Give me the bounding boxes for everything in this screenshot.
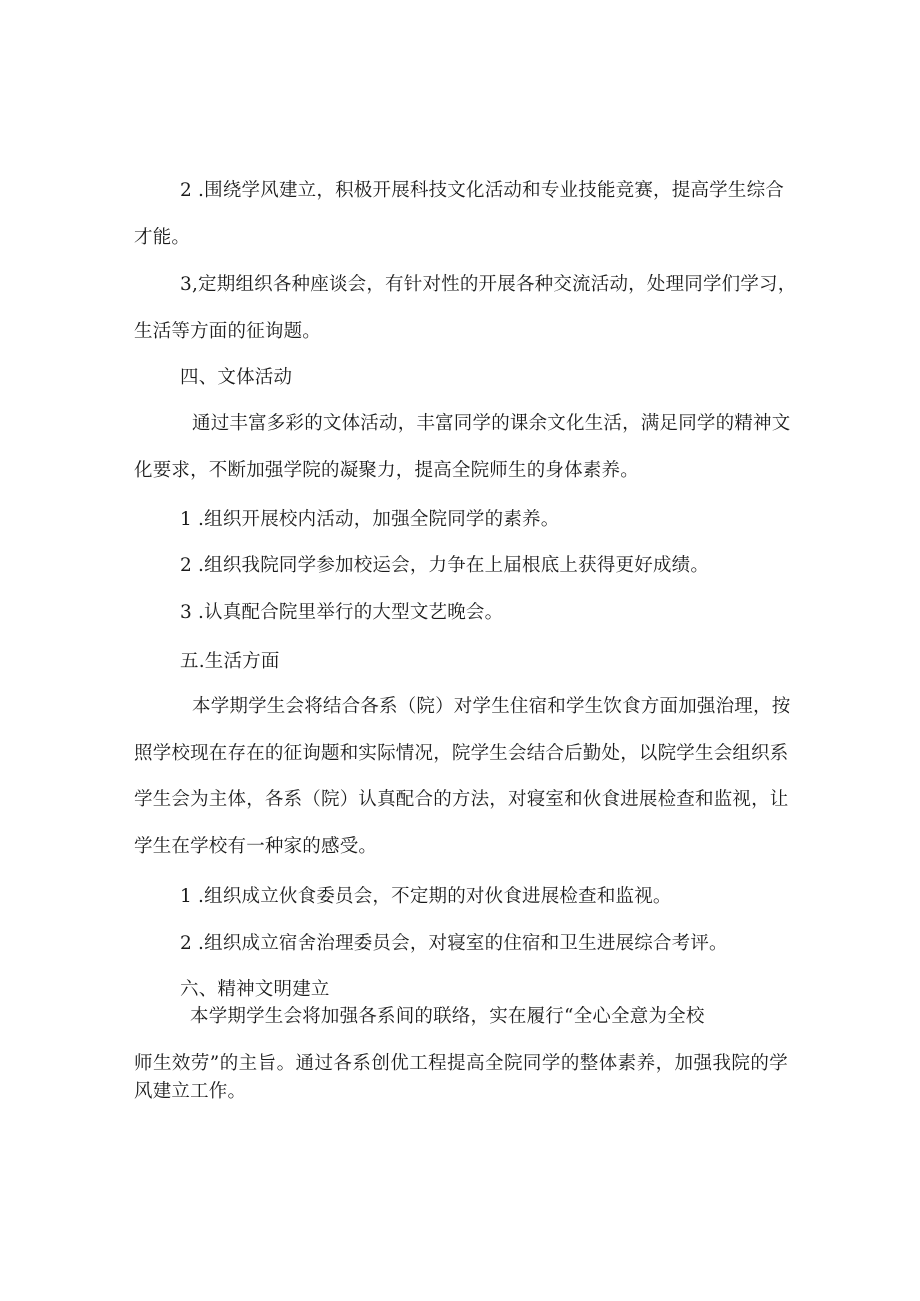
list-item: 2 .组织我院同学参加校运会，力争在上届根底上获得更好成绩。: [180, 555, 710, 576]
list-item: 3 .认真配合院里举行的大型文艺晚会。: [180, 602, 504, 623]
paragraph-line: 化要求，不断加强学院的凝聚力，提高全院师生的身体素养。: [134, 460, 639, 481]
paragraph-line: 2 .围绕学风建立，积极开展科技文化活动和专业技能竞赛，提高学生综合: [180, 180, 784, 201]
paragraph-line: 学生在学校有一种家的感受。: [134, 836, 378, 857]
paragraph-line: 本学期学生会将结合各系（院）对学生住宿和学生饮食方面加强治理，按: [192, 696, 791, 717]
paragraph-line: 照学校现在存在的征询题和实际情况，院学生会结合后勤处，以院学生会组织系: [134, 743, 789, 764]
paragraph-line: 师生效劳”的主旨。通过各系创优工程提高全院同学的整体素养，加强我院的学: [134, 1053, 788, 1074]
list-item: 1 .组织开展校内活动，加强全院同学的素养。: [180, 509, 560, 530]
paragraph-line: 风建立工作。: [134, 1081, 247, 1102]
paragraph-line: 学生会为主体，各系（院）认真配合的方法，对寝室和伙食进展检查和监视，让: [134, 789, 789, 810]
paragraph-line: 3,定期组织各种座谈会，有针对性的开展各种交流活动，处理同学们学习，: [180, 274, 797, 295]
paragraph-line: 才能。: [134, 227, 191, 248]
paragraph-line: 生活等方面的征询题。: [134, 321, 322, 342]
list-item: 2 .组织成立宿舍治理委员会，对寝室的住宿和卫生进展综合考评。: [180, 933, 728, 954]
paragraph-line: 本学期学生会将加强各系间的联络，实在履行“全心全意为全校: [190, 1006, 705, 1027]
section-heading: 四、文体活动: [180, 367, 293, 388]
paragraph-line: 通过丰富多彩的文体活动，丰富同学的课余文化生活，满足同学的精神文: [192, 413, 791, 434]
list-item: 1 .组织成立伙食委员会，不定期的对伙食进展检查和监视。: [180, 886, 672, 907]
section-heading: 六、精神文明建立: [180, 979, 330, 1000]
section-heading: 五.生活方面: [180, 651, 280, 672]
